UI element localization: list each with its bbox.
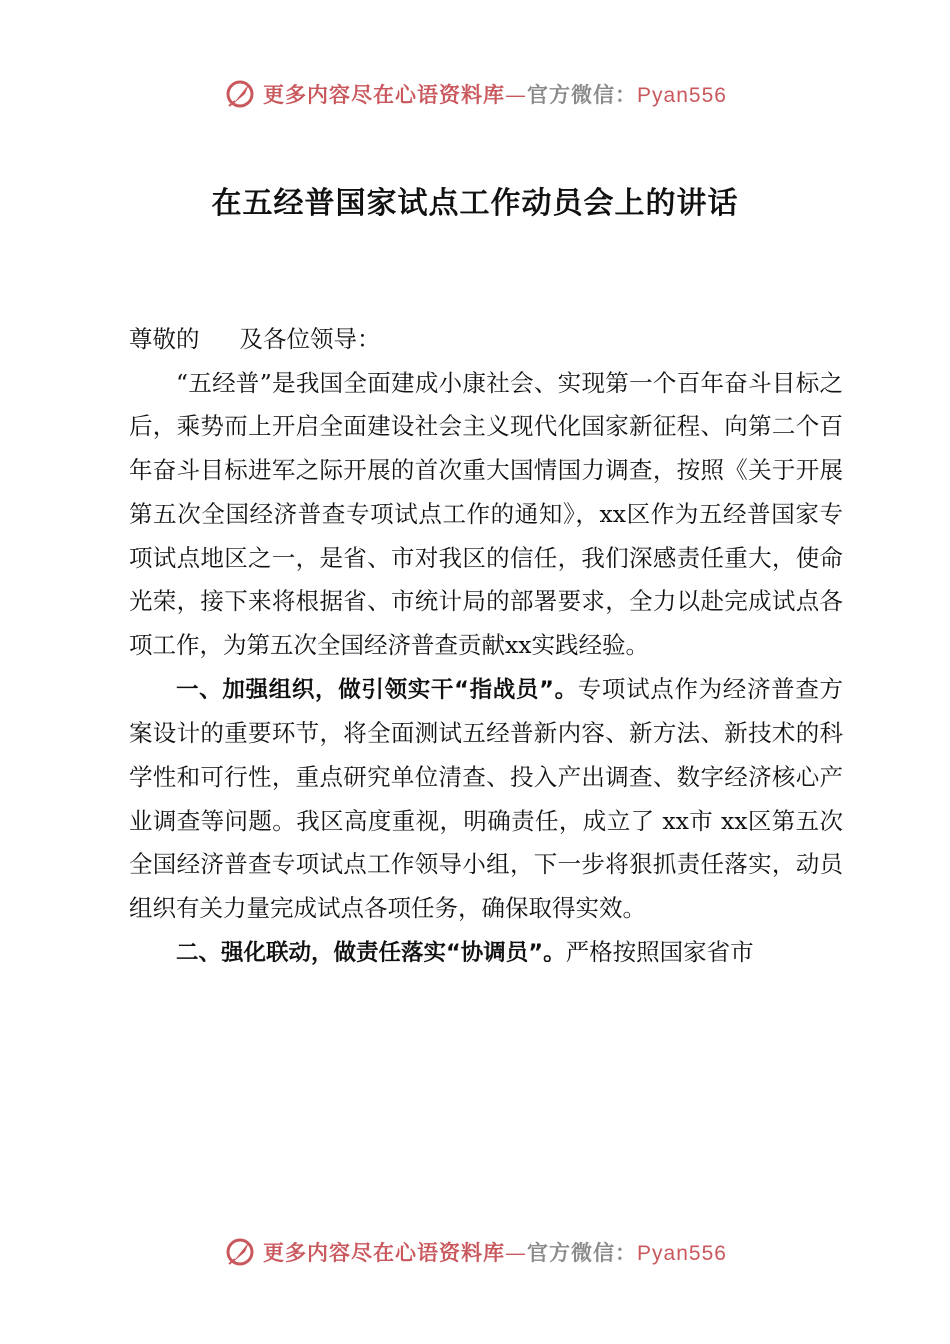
footer-watermark-banner xyxy=(0,1230,950,1274)
intro-paragraph: “五经普”是我国全面建成小康社会、实现第一个百年奋斗目标之后，乘势而上开启全面建设社会主义现代化国家新征程、向第二个百年奋斗目标进军之际开展的首次重大国情国力调查，按照《关于开展第五次全国经济普查专项试点工作的通知》，xx区作为五经普国家专项试点地区之一，是省、市对我区的信任，我们深感责任重大，使命光荣，接下来将根据省、市统计局的部署要求，全力以赴完成试点各项工作，为第五次全国经济普查贡献xx实践经验。 xyxy=(129,368,843,659)
quill-logo-icon xyxy=(223,77,257,111)
document-title: 在五经普国家试点工作动员会上的讲话 xyxy=(211,186,739,221)
banner-text xyxy=(263,79,727,109)
section-1-body: 专项试点作为经济普查方案设计的重要环节，将全面测试五经普新内容、新方法、新技术的科学性和可行性，重点研究单位清查、投入产出调查、数字经济核心产业调查等问题。我区高度重视，明确责任，成立了 xx市 xx区第五次全国经济普查专项试点工作领导小组，下一步将狠抓责任落实，动员组织有关力量完成试点各项任务，确保取得实效。 xyxy=(129,674,844,923)
banner-wechat-id: Pyan556 xyxy=(637,84,727,107)
banner-brand: 更多内容尽在心语资料库 xyxy=(263,82,506,107)
banner-official-label: 官方微信： xyxy=(527,1240,638,1265)
banner-wechat-id: Pyan556 xyxy=(637,1242,727,1265)
quill-logo-icon xyxy=(223,1235,257,1269)
banner-dash: — xyxy=(505,1241,528,1265)
section-2-heading: 二、强化联动，做责任落实“协调员”。 xyxy=(176,939,566,966)
section-1-paragraph xyxy=(129,668,843,931)
section-2-body: 严格按照国家省市 xyxy=(565,937,754,966)
banner-text xyxy=(263,1237,727,1267)
section-1-heading: 一、加强组织，做引领实干“指战员”。 xyxy=(176,676,578,703)
document-body xyxy=(129,318,843,976)
header-watermark-banner xyxy=(0,72,950,116)
banner-dash: — xyxy=(505,83,528,107)
salutation-part1: 尊敬的 xyxy=(129,325,200,353)
section-2-paragraph xyxy=(129,931,843,976)
salutation-part2: 及各位领导： xyxy=(239,325,381,353)
salutation xyxy=(129,318,843,362)
banner-official-label: 官方微信： xyxy=(527,82,638,107)
banner-brand: 更多内容尽在心语资料库 xyxy=(263,1240,506,1265)
